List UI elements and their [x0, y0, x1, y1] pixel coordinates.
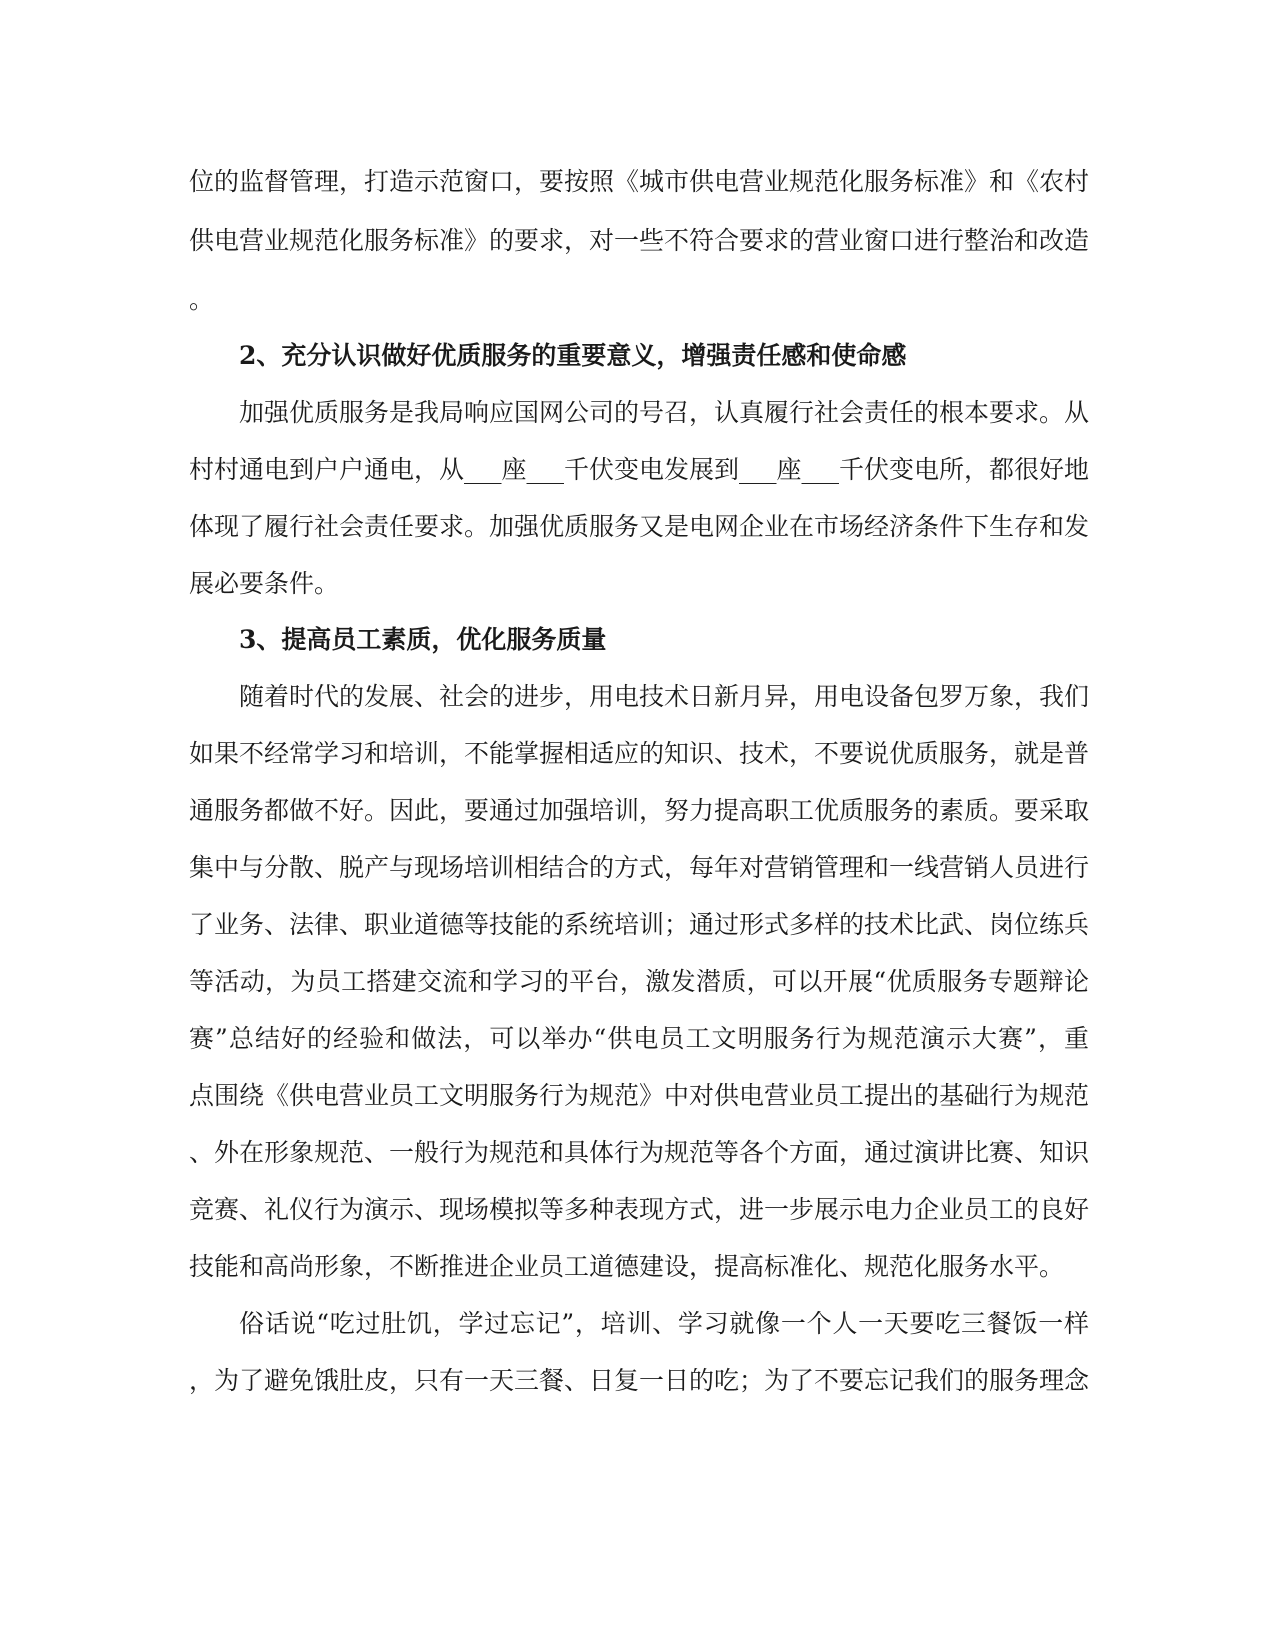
section-heading: 2、充分认识做好优质服务的重要意义，增强责任感和使命感 — [239, 341, 907, 370]
body-line: ，为了避免饿肚皮，只有一天三餐、日复一日的吃；为了不要忘记我们的服务理念 — [189, 1366, 1090, 1395]
section-heading: 3、提高员工素质，优化服务质量 — [239, 625, 607, 654]
body-line: 供电营业规范化服务标准》的要求，对一些不符合要求的营业窗口进行整治和改造 — [189, 226, 1090, 255]
body-line: 体现了履行社会责任要求。加强优质服务又是电网企业在市场经济条件下生存和发 — [189, 512, 1090, 541]
body-line: 如果不经常学习和培训，不能掌握相适应的知识、技术，不要说优质服务，就是普 — [189, 739, 1090, 768]
body-line: 技能和高尚形象，不断推进企业员工道德建设，提高标准化、规范化服务水平。 — [189, 1252, 1065, 1281]
body-line: 。 — [189, 285, 215, 314]
body-line: 村村通电到户户通电，从___座___千伏变电发展到___座___千伏变电所，都很好地 — [189, 455, 1090, 484]
body-line: 赛”总结好的经验和做法，可以举办“供电员工文明服务行为规范演示大赛”，重 — [189, 1024, 1089, 1053]
paragraph-first-line: 随着时代的发展、社会的进步，用电技术日新月异，用电设备包罗万象，我们 — [239, 682, 1090, 711]
paragraph-first-line: 加强优质服务是我局响应国网公司的号召，认真履行社会责任的根本要求。从 — [239, 398, 1090, 427]
body-line: 、外在形象规范、一般行为规范和具体行为规范等各个方面，通过演讲比赛、知识 — [189, 1138, 1090, 1167]
body-line: 竞赛、礼仪行为演示、现场模拟等多种表现方式，进一步展示电力企业员工的良好 — [189, 1195, 1090, 1224]
body-line: 集中与分散、脱产与现场培训相结合的方式，每年对营销管理和一线营销人员进行 — [189, 853, 1090, 882]
body-line: 展必要条件。 — [189, 569, 340, 598]
body-line: 通服务都做不好。因此，要通过加强培训，努力提高职工优质服务的素质。要采取 — [189, 796, 1090, 825]
body-line: 位的监督管理，打造示范窗口，要按照《城市供电营业规范化服务标准》和《农村 — [189, 167, 1090, 196]
body-line: 点围绕《供电营业员工文明服务行为规范》中对供电营业员工提出的基础行为规范 — [189, 1081, 1090, 1110]
body-line: 了业务、法律、职业道德等技能的系统培训；通过形式多样的技术比武、岗位练兵 — [189, 910, 1090, 939]
paragraph-first-line: 俗话说“吃过肚饥，学过忘记”，培训、学习就像一个人一天要吃三餐饭一样 — [239, 1309, 1089, 1338]
body-line: 等活动，为员工搭建交流和学习的平台，激发潜质，可以开展“优质服务专题辩论 — [189, 967, 1089, 996]
